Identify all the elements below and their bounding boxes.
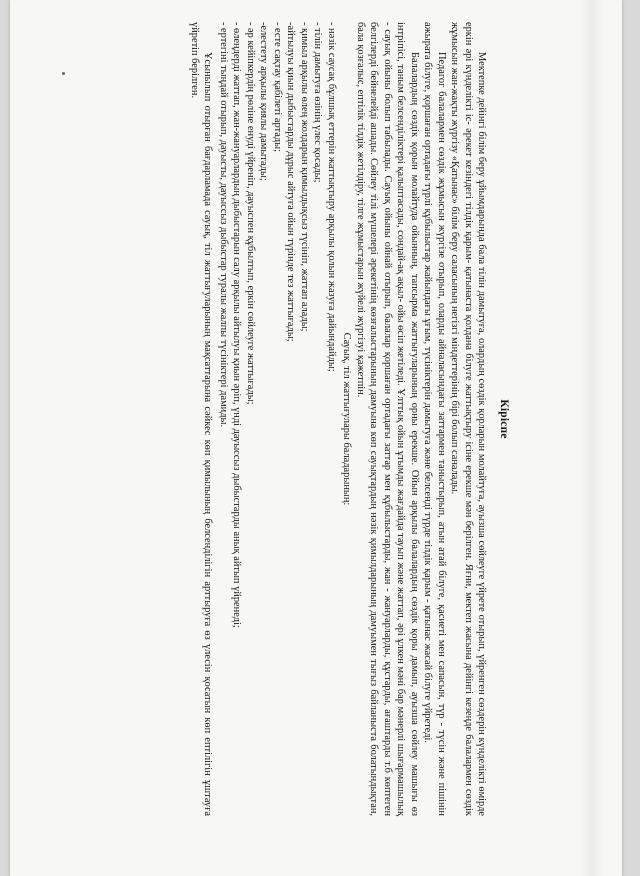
benefits-list xyxy=(217,22,339,816)
list-item: - ертегіні тыңдай отырып, дауысты, дауыссыз дыбыстар туралы жалпы түсініктері дамиды. xyxy=(218,22,229,428)
document-title: Кіріспе xyxy=(498,399,510,439)
rotated-document xyxy=(12,0,532,836)
list-item: - өлеңдерді жаттап, жан-жануарлардың дыбыстарын салу арқылы айтылуы қиын әріп, үнді дауыссыз дыбыстарды анық айтып үйренеді; xyxy=(231,22,243,628)
document-body xyxy=(188,0,533,836)
paragraph-teacher: Педагог балалармен сөздік жұмысын жүргізе отырып, оларды айналасындағы заттармен таныстырып, атын атай білуге, қасиеті мен сапасын, түр - түсін және пішінін ажырата білуге, қоршаған ортадағы түрлі құбылыстар жайындағы ұғым, түсініктерін дамытуға және белсенді түрде тілдік қарым - қатынас жасай білуге үйретеді. xyxy=(422,22,447,816)
list-heading: Сауық, тіл жаттығулары баладарының: xyxy=(341,332,353,506)
list-item: - есте сақтау қабілеті артады; xyxy=(272,22,283,152)
list-item: -айтылуы қиын дыбыстарды дұрыс айтуға ойын түрінде тез жаттығады; xyxy=(285,22,297,342)
list-item: - қимыл арқылы өлең жолдарын қимылдықсыз түсініп, жаттап алады; xyxy=(299,22,310,332)
paragraph-games: Балалардың сөздік қорын молайтуда ойынның, тапсырма жаттығуларының орны ерекше. Ойын арқылы балалардың сөздік қоры дамып, ауызша сөйлеу машығы өз інтріпісі, таным белсенділіктері қалыптасады, сондай-ақ ақыл- ойы өсіп жетіледі. Ұлттық ойын ұтымды жағдайда тауып және жаттап, әрі ұлкен мәні бар мәнерлі шығармашылық - сауық ойыны болып табылады. Сауық ойыны ойнай отырып, балалар қоршаған ортадағы заттар мен құбылыстарды, жан - жануарларды, құстарды, ағаштарды т.б көптеген белгілерді бейнелейді ашады. Сөйлеу тілі мүшелері әрекетінің көзғалыстарының дамуына көп сауықтардың нәзік қимылдарының дамуымен тығыз байланыста болатындықтан, бала қозғалыс, ептілік тілдік жетілдіру, тілге жұмыстарын жүйелі жүргізуі қажетпін. xyxy=(355,22,420,816)
list-item: - әр кейіпкердің рөліне енуді үйреніп, дауыспен құбылтып, еркін сөйлеуге жаттығады; xyxy=(245,22,256,405)
page-fold-shadow xyxy=(580,0,604,876)
list-item: - тілін дамытуға өзінің үлес қосады; xyxy=(312,22,324,183)
list-item: -елестету арқылы қиялы дамытады; xyxy=(258,22,270,181)
paragraph-intro: Мектепке дейінгі білім беру ұйымдарында бала тілін дамытуға, олардың сөздік қорларын молайтуға, ауызша сөйлеуге үйрете отырып, үйренген сөздерін күнделікті өмірде еркін әрі күнделікті іс- әрекет кезіндегі тілдік қарым- қатынаста қолдана білуге жаттықтыру ісіне ерекше мән берілген. Яғни, мектеп жасына дейінгі кезеңде балалармен сөздік жұмысын жан-жақты жүргізу «Қатынас» білім беру саласының негізгі міндеттерінің бірі болып саналады. xyxy=(449,22,488,816)
list-item: - нәзік саусақ бұлшық еттерін жаттықтыру арқылы қолын жазуға дайындайды; xyxy=(326,22,337,372)
scanned-page xyxy=(10,0,622,876)
paragraph-conclusion: Ұсынылып отырған бағдарламада сауық, тіл жаттығуларының мақсаттарына сәйкес көп қимылының белсенділігін арттыруға өз үлесін қосатын көп ептілігін ұштауға үйретіп берілген. xyxy=(189,22,214,816)
